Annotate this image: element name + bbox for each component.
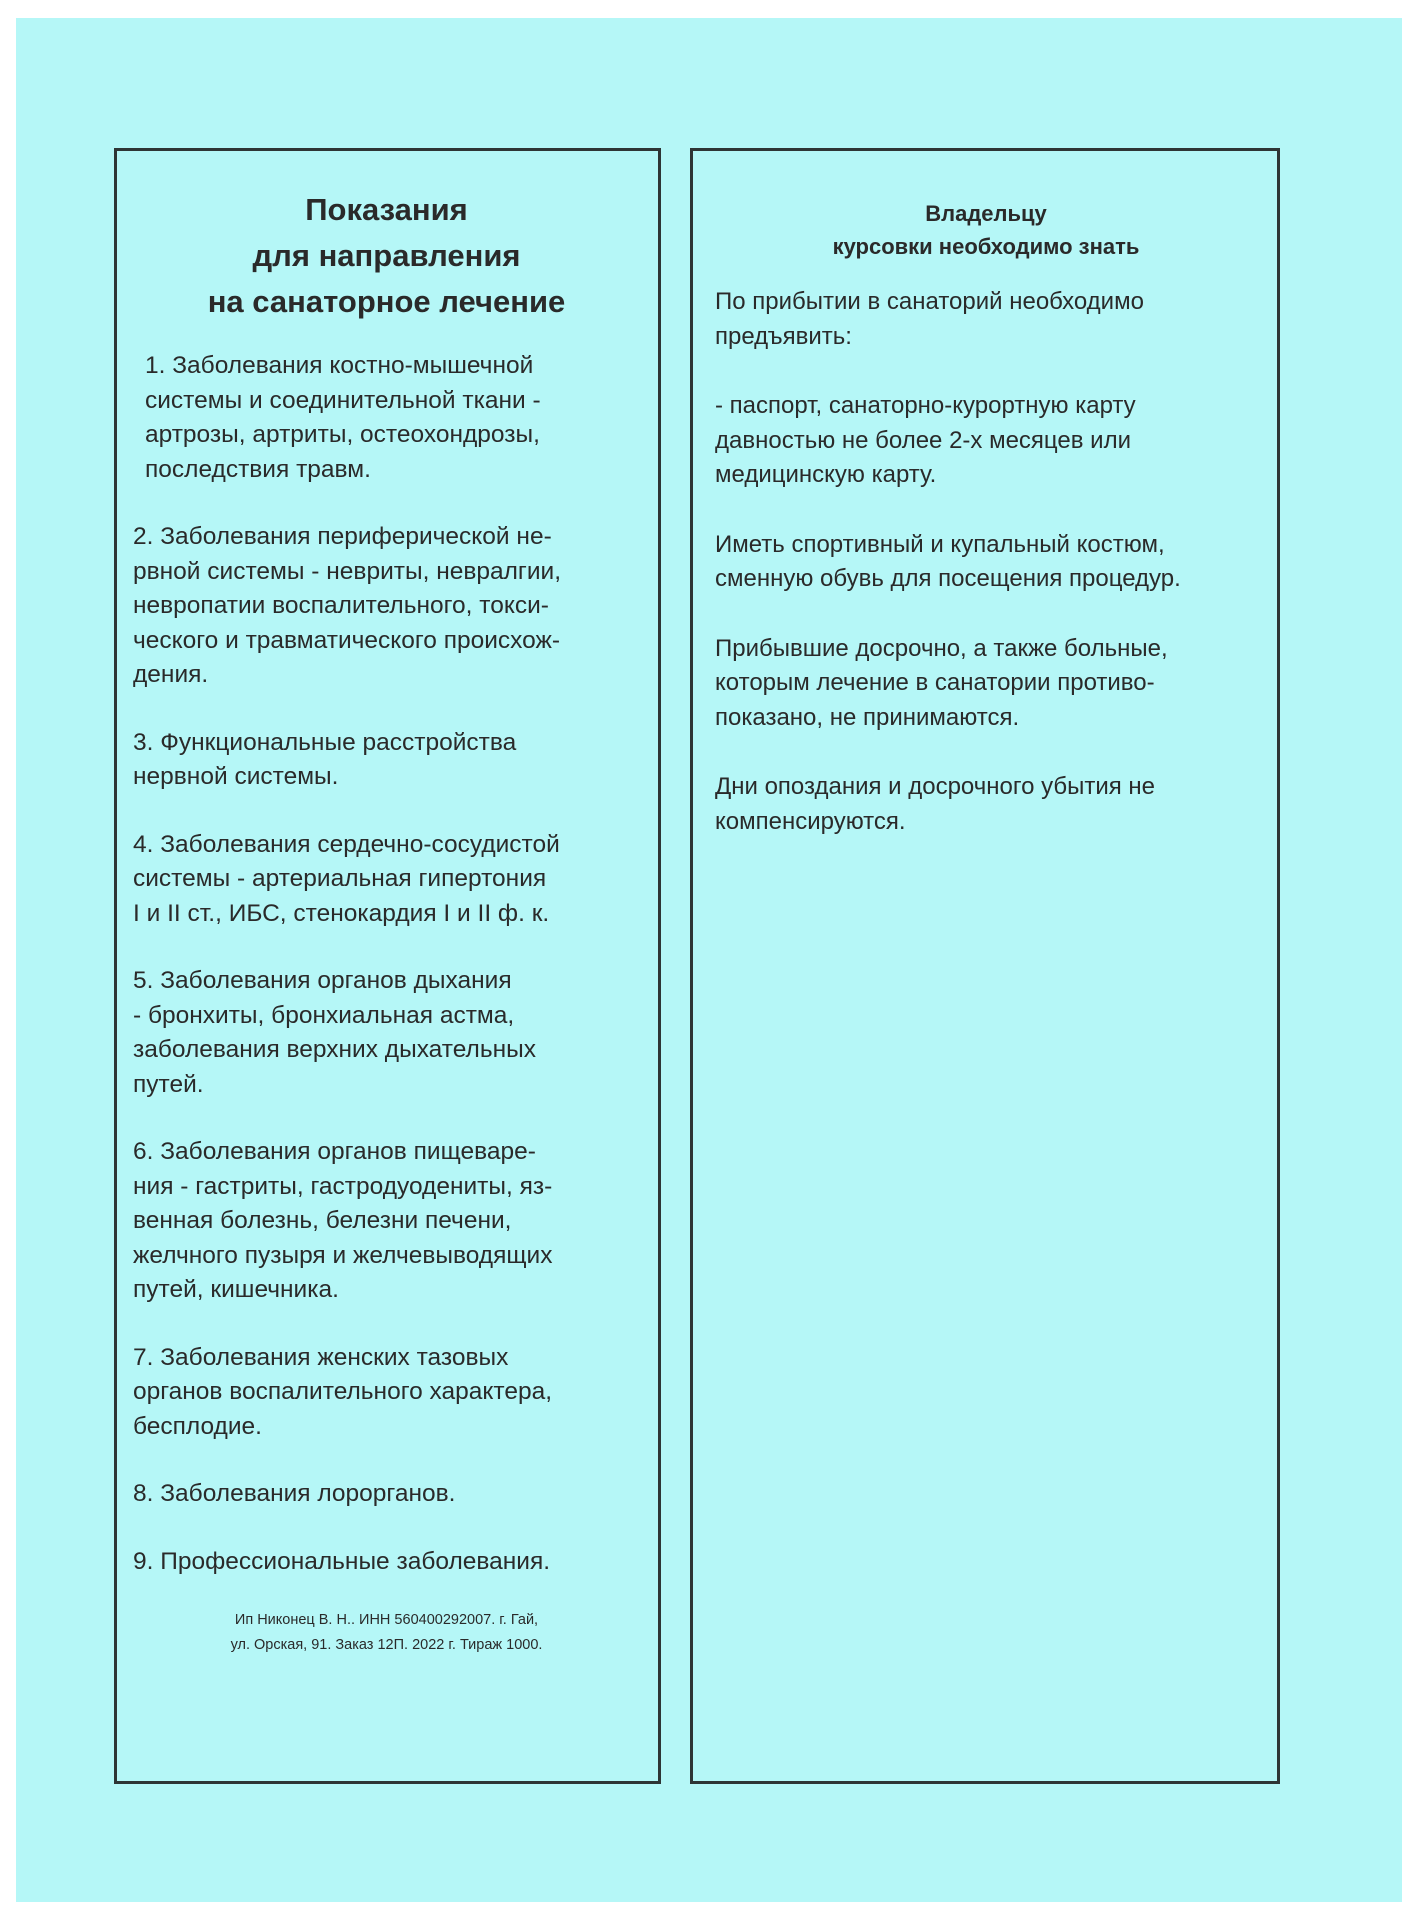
document-sheet (16, 18, 1402, 1902)
indication-item: 5. Заболевания органов дыхания - бронхиты, бронхиальная астма, заболевания верхних дыхательных путей. (133, 967, 536, 1098)
owner-notice-title-line: Владельцу (925, 201, 1047, 226)
owner-notice-title (715, 197, 1257, 263)
indications-panel (114, 148, 661, 1784)
owner-notice-title-line: курсовки необходимо знать (832, 234, 1140, 259)
indications-title-line: для направления (252, 238, 521, 273)
indication-item: 4. Заболевания сердечно-сосудистой системы - артериальная гипертония I и II ст., ИБС, стенокардия I и II ф. к. (133, 830, 560, 927)
owner-notice-panel (690, 148, 1280, 1784)
notice-paragraph: Дни опоздания и досрочного убытия не компенсируются. (715, 773, 1156, 835)
indication-item: 8. Заболевания лорорганов. (133, 1480, 456, 1507)
indications-title (133, 187, 640, 325)
indication-item: 6. Заболевания органов пищеваре- ния - гастриты, гастродуодениты, яз- венная болезнь, белезни печени, желчного пузыря и желчевыводящих путей, кишечника. (133, 1138, 553, 1303)
indications-list (133, 349, 640, 1579)
indication-item: 7. Заболевания женских тазовых органов воспалительного характера, бесплодие. (133, 1343, 553, 1440)
indications-title-line: Показания (305, 192, 468, 227)
notice-paragraph: - паспорт, санаторно-курортную карту давностью не более 2-х месяцев или медицинскую карту. (715, 392, 1136, 488)
owner-notice-body (715, 285, 1257, 839)
indication-item: 1. Заболевания костно-мышечной системы и соединительной ткани - артрозы, артриты, остеохондрозы, последствия травм. (145, 352, 541, 483)
notice-paragraph: Иметь спортивный и купальный костюм, сменную обувь для посещения процедур. (715, 530, 1181, 592)
notice-paragraph: По прибытии в санаторий необходимо предъявить: (715, 288, 1144, 350)
indications-title-line: на санаторное лечение (207, 284, 566, 319)
notice-paragraph: Прибывшие досрочно, а также больные, которым лечение в санатории противо- показано, не принимаются. (715, 634, 1168, 731)
indication-item: 2. Заболевания периферической не- рвной системы - невриты, невралгии, невропатии воспалительного, токси- ческого и травматического происхож- дения. (133, 523, 562, 688)
printer-imprint: Ип Никонец В. Н.. ИНН 560400292007. г. Гай, ул. Орская, 91. Заказ 12П. 2022 г. Тираж 1000. (230, 1612, 543, 1653)
indication-item: 3. Функциональные расстройства нервной системы. (133, 728, 517, 790)
indication-item: 9. Профессиональные заболевания. (133, 1547, 551, 1575)
